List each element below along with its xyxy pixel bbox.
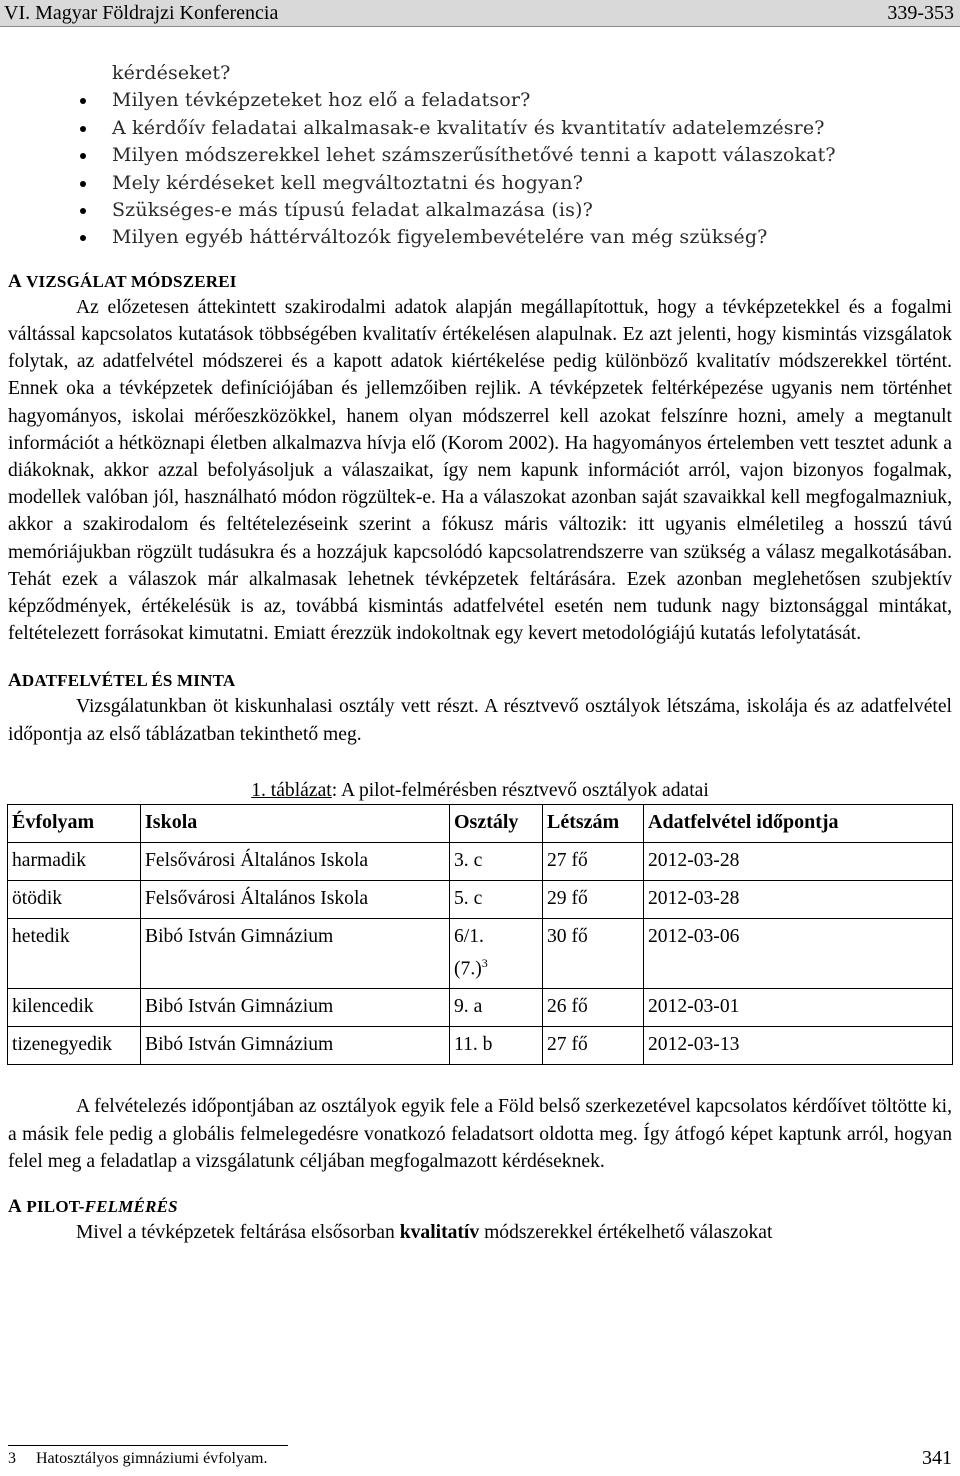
after-table-paragraph: A felvételezés időpontjában az osztályok egyik fele a Föld belső szerkezetével kapcsolatos kérdőívet töltötte ki, a másik fele pedig a globális felmelegedésre vonatkozó feladatsort oldotta meg. Így átfogó képet kaptunk arról, hogyan felel meg a feladatlap a vizsgálatunk céljában megfogalmazott kérdéseknek. — [8, 1096, 952, 1172]
col-header-grade: Évfolyam — [8, 804, 141, 842]
pilot-paragraph: Mivel a tévképzetek feltárása elsősorban kvalitatív módszerekkel értékelhető válaszokat — [76, 1222, 773, 1244]
bullet-icon — [80, 153, 86, 159]
list-item: Milyen módszerekkel lehet számszerűsíthetővé tenni a kapott válaszokat? — [8, 142, 952, 169]
table-row — [8, 918, 953, 989]
page-content — [8, 60, 952, 1246]
cell-headcount: 27 fő — [543, 1027, 644, 1065]
table-row — [8, 842, 953, 880]
table-row — [8, 989, 953, 1027]
section-title-methods: A VIZSGÁLAT MÓDSZEREI — [8, 270, 237, 292]
cell-grade: ötödik — [8, 880, 141, 918]
list-item: Milyen egyéb háttérváltozók figyelembevételére van még szükség? — [8, 224, 952, 251]
list-item: Mely kérdéseket kell megváltoztatni és hogyan? — [8, 170, 952, 197]
cell-school: Bibó István Gimnázium — [141, 989, 450, 1027]
page-number: 341 — [922, 1447, 952, 1469]
question-list — [8, 60, 952, 252]
cell-date: 2012-03-13 — [644, 1027, 953, 1065]
list-item: A kérdőív feladatai alkalmasak-e kvalitatív és kvantitatív adatelemzésre? — [8, 115, 952, 142]
footnote — [8, 1448, 268, 1470]
table-row — [8, 1027, 953, 1065]
section-title-pilot: A PILOT-FELMÉRÉS — [8, 1196, 178, 1218]
cell-class: 6/1. $(7.)^3$ — [450, 918, 543, 989]
classes-table — [7, 804, 953, 1066]
cell-grade: kilencedik — [8, 989, 141, 1027]
bullet-icon — [80, 208, 86, 214]
table-header-row — [8, 804, 953, 842]
cell-date: 2012-03-01 — [644, 989, 953, 1027]
data-paragraph: Vizsgálatunkban öt kiskunhalasi osztály vett részt. A résztvevő osztályok létszáma, iskolája és az adatfelvétel időpontja az első táblázatban tekinthető meg. — [8, 696, 952, 745]
conference-title: VI. Magyar Földrajzi Konferencia — [4, 2, 279, 24]
list-item-lead: kérdéseket? — [112, 62, 231, 84]
cell-school: Bibó István Gimnázium — [141, 1027, 450, 1065]
footnote-ref: 3 — [481, 955, 488, 970]
cell-class: 3. c — [450, 842, 543, 880]
cell-grade: harmadik — [8, 842, 141, 880]
bullet-icon — [80, 98, 86, 104]
bullet-icon — [80, 235, 86, 241]
cell-class: 5. c — [450, 880, 543, 918]
cell-headcount: 26 fő — [543, 989, 644, 1027]
footnote-text: Hatosztályos gimnáziumi évfolyam. — [36, 1450, 268, 1467]
methods-paragraph: Az előzetesen áttekintett szakirodalmi adatok alapján megállapítottuk, hogy a tévképzetekkel és a fogalmi váltással kapcsolatos kutatások többségében kvalitatív értékelésen alapulnak. Ez azt jelenti, hogy kismintás vizsgálatok folytak, az adatfelvétel módszerei és a kapott adatok kiértékelése pedig különböző kvalitatív módszerekkel történt. Ennek oka a tévképzetek definíciójában és jellemzőiben rejlik. A tévképzetek feltérképezése ugyanis nem történhet hagyományos, iskolai mérőeszközökkel, hanem olyan módszerrel kell azokat felszínre hozni, amely a megtanult információt a hétköznapi életben alkalmazva hívja elő (Korom 2002). Ha hagyományos értelemben vett tesztet adunk a diákoknak, akkor azzal befolyásoljuk a válaszaikat, így nem kapunk információt arról, vajon bizonyos fogalmak, modellek valóban jól, használható módon rögzültek-e. Ha a válaszokat azonban saját szavaikkal kell megfogalmazniuk, akkor a szakirodalom és feltételezéseink szerint a fókusz máris változik: itt ugyanis elméletileg a hosszú távú memóriájukban rögzült tudásukra és a hozzájuk kapcsolódó kapcsolatrendszerre van szükség a válasz megalkotásában. Tehát ezek a válaszok már alkalmasak lehetnek tévképzetek feltárására. Ezek azonban meglehetősen szubjektív képződmények, értékelésük is az, továbbá kismintás adatfelvétel esetén nem tudunk nagy biztonsággal mintákat, feltételezett forrásokat kimutatni. Emiatt érezzük indokoltnak egy kevert metodológiájú kutatás lefolytatását. — [8, 296, 952, 645]
bullet-icon — [80, 181, 86, 187]
col-header-class: Osztály — [450, 804, 543, 842]
cell-school: Felsővárosi Általános Iskola — [141, 880, 450, 918]
col-header-date: Adatfelvétel időpontja — [644, 804, 953, 842]
cell-headcount: 29 fő — [543, 880, 644, 918]
cell-date: 2012-03-28 — [644, 842, 953, 880]
col-header-headcount: Létszám — [543, 804, 644, 842]
cell-grade: hetedik — [8, 918, 141, 989]
cell-class: 9. a — [450, 989, 543, 1027]
bullet-icon — [80, 126, 86, 132]
table-caption: 1. táblázat: A pilot-felmérésben résztvevő osztályok adatai — [251, 779, 709, 801]
cell-grade: tizenegyedik — [8, 1027, 141, 1065]
running-header — [0, 0, 960, 27]
list-item: Milyen tévképzeteket hoz elő a feladatsor? — [8, 87, 952, 114]
cell-date: 2012-03-06 — [644, 918, 953, 989]
list-item: Szükséges-e más típusú feladat alkalmazása (is)? — [8, 197, 952, 224]
cell-class: 11. b — [450, 1027, 543, 1065]
cell-school: Felsővárosi Általános Iskola — [141, 842, 450, 880]
cell-headcount: 27 fő — [543, 842, 644, 880]
cell-headcount: 30 fő — [543, 918, 644, 989]
table-row — [8, 880, 953, 918]
section-title-data: ADATFELVÉTEL ÉS MINTA — [8, 670, 236, 692]
cell-school: Bibó István Gimnázium — [141, 918, 450, 989]
col-header-school: Iskola — [141, 804, 450, 842]
footnote-divider — [8, 1445, 288, 1446]
cell-date: 2012-03-28 — [644, 880, 953, 918]
footnote-number: 3 — [8, 1450, 16, 1467]
page-range: 339-353 — [887, 2, 954, 24]
